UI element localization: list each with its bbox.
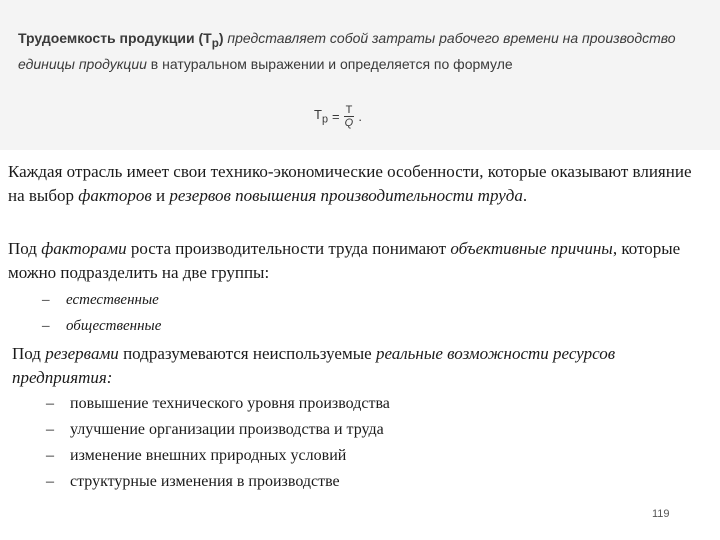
factors-keyword: факторами xyxy=(41,239,127,258)
reserves-term: резервов повышения производительности труда xyxy=(169,186,523,205)
formula-denominator: Q xyxy=(344,117,354,129)
term-label: Трудоемкость продукции $(Т_р)$ xyxy=(18,30,224,50)
real-opportunities: реальные возможности ресурсов предприятия: xyxy=(12,344,616,387)
factors-term: факторов xyxy=(78,186,152,205)
formula-numerator: Т xyxy=(345,104,353,116)
formula-fraction xyxy=(344,104,355,129)
list-item: – структурные изменения в производстве xyxy=(46,469,390,495)
list-item: – изменение внешних природных условий xyxy=(46,443,390,469)
formula-equals: = xyxy=(331,109,340,124)
labor-intensity-definition xyxy=(18,28,678,75)
formula-period: . xyxy=(358,109,362,124)
list-item: – естественные xyxy=(42,287,161,313)
definition-rest: в натуральном выражении и определяется по формуле xyxy=(150,55,513,72)
reserve-items-list xyxy=(46,391,390,495)
reserves-paragraph: Под резервами подразумеваются неиспользуемые реальные возможности ресурсов предприятия: xyxy=(12,344,616,387)
objective-causes: объективные причины xyxy=(450,239,613,258)
list-item: – общественные xyxy=(42,313,161,339)
scanned-excerpt xyxy=(0,0,720,150)
list-item: – улучшение организации производства и труда xyxy=(46,417,390,443)
formula-lhs: $Т_р$ xyxy=(314,107,328,126)
reserves-keyword: резервами xyxy=(45,344,119,363)
definition-italic: представляет собой затраты рабочего времени на производство единицы продукции xyxy=(18,30,676,72)
factors-paragraph: Под факторами роста производительности труда понимают объективные причины, которые можно подразделить на две группы: xyxy=(8,239,681,282)
industry-features-paragraph: Каждая отрасль имеет свои технико-экономические особенности, которые оказывают влияние на выбор факторов и резервов повышения производительности труда. xyxy=(8,162,692,205)
list-item: – повышение технического уровня производства xyxy=(46,391,390,417)
factor-groups-list xyxy=(42,287,161,339)
labor-intensity-formula xyxy=(314,104,362,129)
page-number: 119 xyxy=(652,508,670,520)
